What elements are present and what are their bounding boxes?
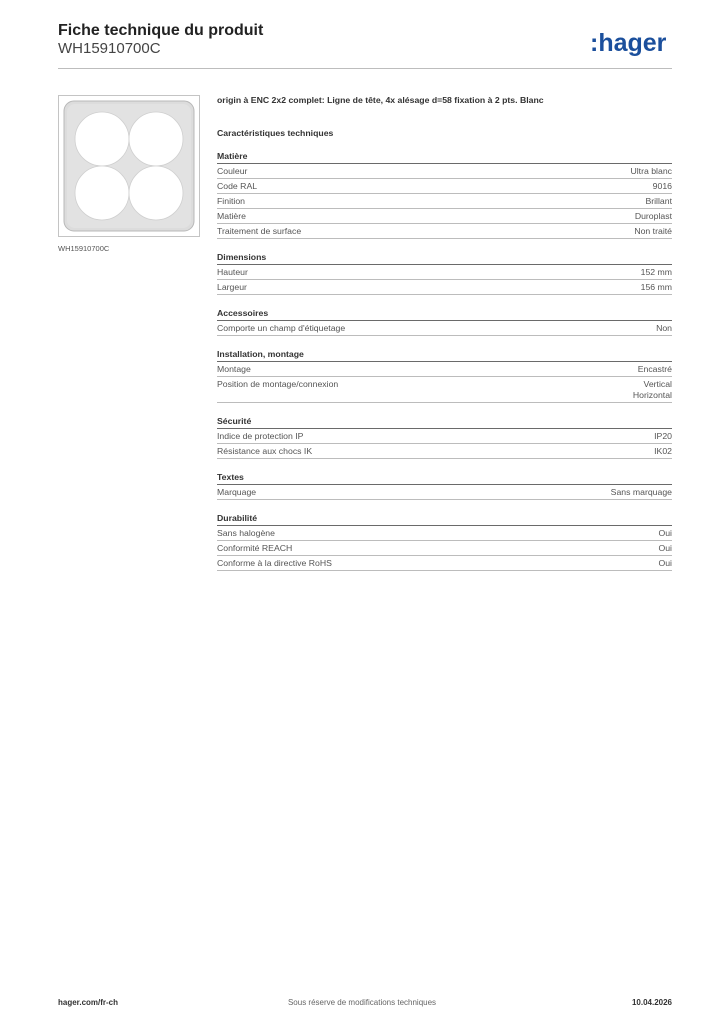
product-reference: WH15910700C [58,40,161,57]
spec-section [217,472,672,500]
spec-sections [217,151,672,571]
spec-value [633,379,672,401]
spec-label: Matière [217,211,246,221]
spec-label: Finition [217,196,246,206]
section-title: Sécurité [217,416,672,429]
section-title: Textes [217,472,672,485]
spec-value [638,364,672,375]
spec-value-line: Ultra blanc [630,166,672,176]
spec-row [217,541,672,556]
spec-value-line: Sans marquage [610,487,672,497]
hager-logo [590,28,680,58]
spec-label: Sans halogène [217,528,275,538]
spec-value-line: 152 mm [640,267,672,277]
spec-row [217,485,672,500]
spec-label: Couleur [217,166,248,176]
image-caption: WH15910700C [58,244,110,253]
spec-row [217,209,672,224]
spec-value-line: Oui [658,528,672,538]
spec-value-line: IK02 [654,446,672,456]
spec-value-line: Oui [658,543,672,553]
spec-value [634,226,672,237]
spec-row [217,377,672,403]
spec-section [217,308,672,336]
spec-value [641,267,672,278]
spec-value [658,558,672,569]
spec-value [658,543,672,554]
footer-website: hager.com/fr-ch [58,998,119,1007]
spec-row [217,194,672,209]
spec-value [645,196,672,207]
section-title: Dimensions [217,252,672,265]
spec-label: Conformité REACH [217,543,293,553]
spec-label: Comporte un champ d'étiquetage [217,323,346,333]
spec-value-line: 156 mm [640,282,672,292]
spec-value [653,181,672,192]
spec-label: Hauteur [217,267,248,277]
spec-row [217,444,672,459]
spec-row [217,362,672,377]
characteristics-heading: Caractéristiques techniques [217,128,334,138]
spec-label: Montage [217,364,251,374]
section-title: Durabilité [217,513,672,526]
spec-value-line: 9016 [652,181,672,191]
product-details [217,94,672,584]
spec-label: Code RAL [217,181,258,191]
spec-value-line: Non traité [634,226,672,236]
spec-section [217,151,672,239]
spec-value [654,446,672,457]
spec-row [217,280,672,295]
spec-row [217,164,672,179]
header-divider [58,68,672,69]
spec-label: Traitement de surface [217,226,302,236]
section-title: Matière [217,151,672,164]
spec-value [641,282,672,293]
spec-label: Marquage [217,487,257,497]
spec-value [656,323,672,334]
spec-section [217,513,672,571]
spec-section [217,252,672,295]
spec-row [217,429,672,444]
spec-row [217,556,672,571]
spec-section [217,349,672,403]
spec-label: Indice de protection IP [217,431,304,441]
spec-row [217,265,672,280]
spec-value-line: IP20 [654,431,672,441]
hager-logo-text: :hager [590,29,667,57]
spec-section [217,416,672,459]
spec-row [217,224,672,239]
document-title: Fiche technique du produit [58,22,264,39]
spec-row [217,321,672,336]
spec-value-line: Non [656,323,672,333]
product-description: origin à ENC 2x2 complet: Ligne de tête, 4x alésage d=58 fixation à 2 pts. Blanc [217,95,544,105]
spec-value-line: Horizontal [632,390,672,400]
spec-value-line: Vertical [643,379,672,389]
footer-date: 10.04.2026 [631,998,672,1007]
spec-value [658,528,672,539]
spec-value-line: Oui [658,558,672,568]
spec-label: Conforme à la directive RoHS [217,558,332,568]
spec-value [654,431,672,442]
section-title: Installation, montage [217,349,672,362]
spec-row [217,179,672,194]
spec-value [630,166,672,177]
product-image [58,95,200,237]
spec-label: Résistance aux chocs IK [217,446,313,456]
section-title: Accessoires [217,308,672,321]
spec-value-line: Encastré [637,364,672,374]
spec-value-line: Brillant [645,196,672,206]
spec-row [217,526,672,541]
spec-label: Position de montage/connexion [217,379,339,389]
footer-notice: Sous réserve de modifications techniques [287,998,437,1007]
spec-label: Largeur [217,282,247,292]
spec-value [635,211,672,222]
spec-value [611,487,672,498]
spec-value-line: Duroplast [634,211,672,221]
